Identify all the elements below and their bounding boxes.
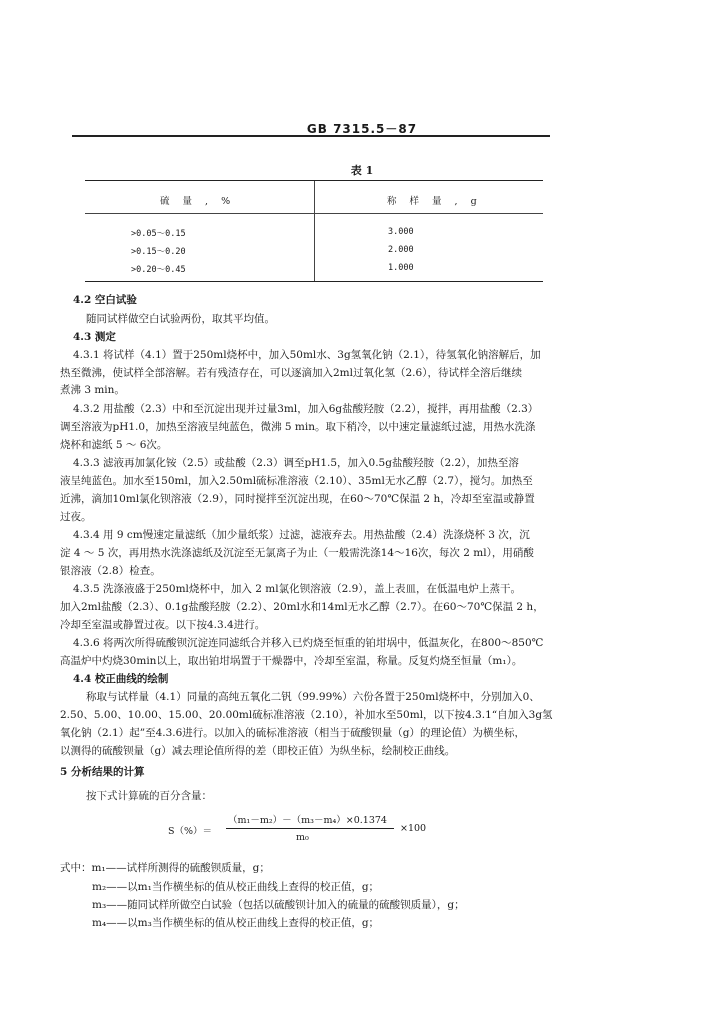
text-line: 淀 4 ～ 5 次，再用热水洗涤滤纸及沉淀至无氯离子为止（一般需洗涤14～16次，每次 2 ml），用硝酸	[60, 547, 534, 559]
variable-definition-m1: 式中：m₁——试样所测得的硫酸钡质量，g；	[60, 862, 270, 874]
text-line: 4.3.6 将两次所得硫酸钡沉淀连同滤纸合并移入已灼烧至恒重的铂坩埚中，低温灰化，在800～850℃	[73, 637, 544, 649]
table-header-rule	[85, 213, 543, 214]
text-line: 4.3.3 滤液再加氯化铵（2.5）或盐酸（2.3）调至pH1.5，加入0.5g盐酸羟胺（2.2），加热至溶	[73, 457, 519, 469]
section-heading-calibration-curve: 4.4 校正曲线的绘制	[73, 673, 169, 685]
standard-number-header: GB 7315.5－87	[306, 122, 418, 136]
text-line: 调至溶液为pH1.0，加热至溶液呈纯蓝色，微沸 5 min。取下稍冷，以中速定量滤纸过滤，用热水洗涤	[60, 421, 536, 433]
header-rule	[72, 135, 550, 137]
text-line: 近沸，滴加10ml氯化钡溶液（2.9），同时搅拌至沉淀出现，在60～70℃保温 2 h，冷却至室温或静置	[60, 493, 535, 505]
table-cell-range: >0.15～0.20	[131, 247, 186, 257]
text-line: 4.3.1 将试样（4.1）置于250ml烧杯中，加入50ml水、3g氢氧化钠（2.1），待氢氧化钠溶解后，加	[73, 349, 541, 361]
text-line: 加入2ml盐酸（2.3）、0.1g盐酸羟胺（2.2）、20ml水和14ml无水乙醇（2.7）。在60～70℃保温 2 h，	[60, 601, 544, 613]
section-heading-determination: 4.3 测定	[73, 331, 116, 343]
text-line: 2.50、5.00、10.00、15.00、20.00ml硫标准溶液（2.10），补加水至50ml，以下按4.3.1“自加入3g氢	[60, 709, 553, 721]
text-line: 过夜。	[60, 511, 92, 523]
table-row	[85, 245, 543, 263]
table-cell-mass: 1.000	[388, 263, 414, 273]
sulfur-formula	[168, 812, 428, 852]
table-header-sample-mass: 称 样 量 , g	[387, 196, 482, 207]
table-title: 表 1	[350, 164, 374, 177]
text-line: 以测得的硫酸钡量（g）减去理论值所得的差（即校正值）为纵坐标，绘制校正曲线。	[60, 745, 456, 757]
variable-definition-m4: m₄——以m₃当作横坐标的值从校正曲线上查得的校正值，g；	[92, 917, 380, 929]
table-cell-mass: 2.000	[388, 245, 414, 255]
text-line: 氧化钠（2.1）起”至4.3.6进行。以加入的硫标准溶液（相当于硫酸钡量（g）的理论值）为横坐标，	[60, 727, 526, 739]
text-line: 称取与试样量（4.1）同量的高纯五氧化二钒（99.99%）六份各置于250ml烧杯中，分别加入0、	[86, 691, 540, 703]
text-line: 随同试样做空白试验两份，取其平均值。	[86, 313, 275, 325]
fraction-bar	[226, 828, 394, 829]
formula-denominator: m₀	[296, 832, 309, 843]
text-line: 银溶液（2.8）检查。	[60, 565, 161, 577]
text-line: 4.3.4 用 9 cm慢速定量滤纸（加少量纸浆）过滤，滤液弃去。用热盐酸（2.4）洗涤烧杯 3 次，沉	[73, 529, 530, 541]
table-header-sulfur: 硫 量 , %	[160, 196, 236, 207]
section-heading-blank-test: 4.2 空白试验	[73, 294, 137, 306]
text-line: 高温炉中灼烧30min以上，取出铂坩埚置于干燥器中，冷却至室温，称量。反复灼烧至恒量（m₁）。	[60, 655, 523, 667]
section-heading-calculation: 5 分析结果的计算	[60, 766, 145, 778]
table-cell-mass: 3.000	[388, 227, 414, 237]
table-cell-range: >0.05～0.15	[131, 229, 186, 239]
formula-multiplier: ×100	[400, 823, 427, 834]
formula-numerator: （m₁－m₂）－（m₃－m₄）×0.1374	[228, 815, 387, 826]
text-line: 冷却至室温或静置过夜。以下按4.3.4进行。	[60, 619, 266, 631]
text-line: 按下式计算硫的百分含量：	[86, 790, 212, 802]
variable-definition-m2: m₂——以m₁当作横坐标的值从校正曲线上查得的校正值，g；	[92, 881, 380, 893]
text-line: 煮沸 3 min。	[60, 384, 125, 396]
table-row	[85, 227, 543, 245]
table-row	[85, 263, 543, 281]
text-line: 烧杯和滤纸 5 ～ 6次。	[60, 439, 168, 451]
text-line: 热至微沸，使试样全部溶解。若有残渣存在，可以逐滴加入2ml过氧化氢（2.6），待试样全溶后继续	[60, 367, 522, 379]
table-cell-range: >0.20～0.45	[131, 265, 186, 275]
formula-lhs: S（%）＝	[168, 826, 213, 837]
variable-definition-m3: m₃——随同试样所做空白试验（包括以硫酸钡计加入的硫量的硫酸钡质量），g；	[92, 899, 465, 911]
sample-mass-table	[85, 180, 543, 282]
text-line: 4.3.2 用盐酸（2.3）中和至沉淀出现并过量3ml，加入6g盐酸羟胺（2.2），搅拌，再用盐酸（2.3）	[73, 403, 539, 415]
text-line: 液呈纯蓝色。加水至150ml，加入2.50ml硫标准溶液（2.10）、35ml无水乙醇（2.7），搅匀。加热至	[60, 475, 533, 487]
text-line: 4.3.5 洗涤液盛于250ml烧杯中，加入 2 ml氯化钡溶液（2.9），盖上表皿，在低温电炉上蒸干。	[73, 583, 522, 595]
